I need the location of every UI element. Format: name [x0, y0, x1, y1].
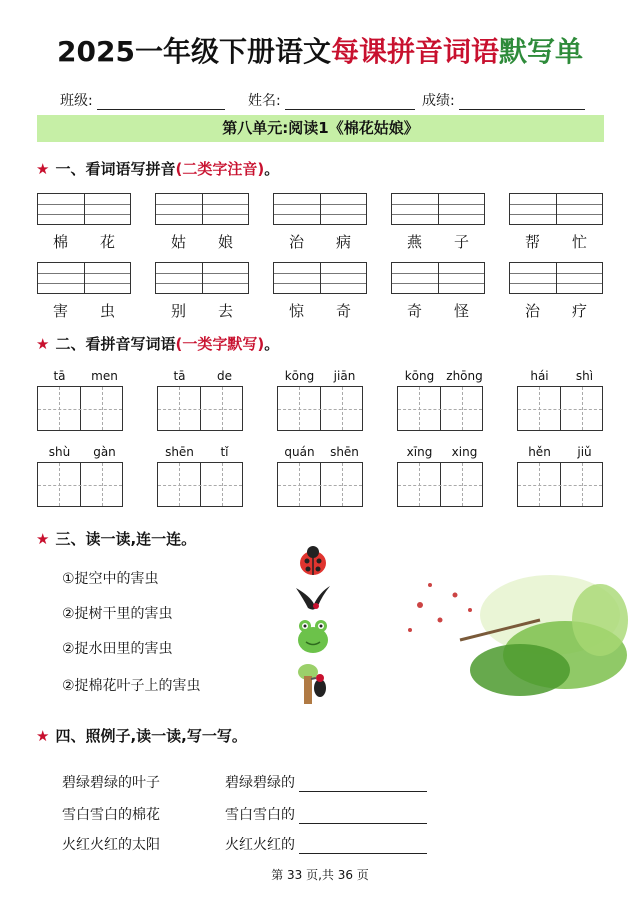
- pinyin-box[interactable]: [37, 193, 131, 225]
- example-right: [225, 804, 427, 824]
- section1-heading: [36, 158, 279, 179]
- tianzige-grid[interactable]: [517, 386, 603, 431]
- pinyin-syllable: tǐ: [220, 445, 229, 459]
- section3-heading: [36, 528, 196, 549]
- word-char: 惊: [288, 302, 304, 320]
- page-footer: 第 33 页,共 36 页: [271, 868, 369, 882]
- score-field[interactable]: [459, 93, 585, 110]
- word-char: 去: [217, 302, 233, 320]
- pinyin-syllable: de: [217, 369, 232, 383]
- word-char: 花: [99, 233, 115, 251]
- word-char: 怪: [453, 302, 469, 320]
- section1-title: 一、看词语写拼音: [55, 160, 176, 178]
- example-prompt: 火红火红的: [225, 837, 295, 853]
- pinyin-syllable: zhōng: [446, 369, 483, 383]
- word-char: 疗: [571, 302, 587, 320]
- match-item: ①捉空中的害虫: [62, 571, 159, 587]
- star-icon: ★: [36, 160, 50, 178]
- pinyin-box[interactable]: [273, 193, 367, 225]
- match-item: ②捉水田里的害虫: [62, 641, 173, 657]
- pinyin-syllable: hěn: [528, 445, 551, 459]
- section1-note: (二类字注音): [175, 160, 265, 178]
- tianzige-grid[interactable]: [397, 386, 483, 431]
- section2-title: 二、看拼音写词语: [55, 335, 176, 353]
- section3-title: 三、读一读,连一连。: [55, 530, 197, 548]
- pinyin-syllable: hái: [530, 369, 549, 383]
- ladybug-icon[interactable]: [296, 544, 330, 578]
- pinyin-syllable: quán: [284, 445, 315, 459]
- title-part1: 2025一年级下册语文: [57, 35, 331, 68]
- pinyin-syllable: jiān: [333, 369, 356, 383]
- word-char: 棉: [52, 233, 68, 251]
- pinyin-syllable: men: [91, 369, 118, 383]
- pinyin-box[interactable]: [391, 262, 485, 294]
- word-char: 病: [335, 233, 351, 251]
- word-char: 害: [52, 302, 68, 320]
- section2-end: 。: [264, 335, 280, 353]
- word-char: 娘: [217, 233, 233, 251]
- score-label: 成绩:: [422, 93, 455, 109]
- word-char: 治: [524, 302, 540, 320]
- tianzige-grid[interactable]: [517, 462, 603, 507]
- tianzige-grid[interactable]: [37, 462, 123, 507]
- section1-end: 。: [264, 160, 280, 178]
- example-left: 碧绿碧绿的叶子: [62, 775, 160, 791]
- name-field[interactable]: [285, 93, 415, 110]
- word-char: 帮: [524, 233, 540, 251]
- word-char: 燕: [406, 233, 422, 251]
- match-item: ②捉树干里的害虫: [62, 606, 173, 622]
- cotton-leaf-illustration: [400, 560, 630, 710]
- swallow-icon[interactable]: [294, 582, 332, 614]
- unit-banner: 第八单元:阅读1《棉花姑娘》: [37, 115, 604, 142]
- class-label: 班级:: [60, 93, 93, 109]
- example-right: [225, 834, 427, 854]
- match-item: ②捉棉花叶子上的害虫: [62, 678, 201, 694]
- pinyin-syllable: tā: [173, 369, 186, 383]
- word-char: 别: [170, 302, 186, 320]
- pinyin-box[interactable]: [509, 193, 603, 225]
- example-right: [225, 772, 427, 792]
- section4-title: 四、照例子,读一读,写一写。: [55, 727, 247, 745]
- word-char: 治: [288, 233, 304, 251]
- pinyin-box[interactable]: [509, 262, 603, 294]
- pinyin-box[interactable]: [391, 193, 485, 225]
- pinyin-syllable: kōng: [284, 369, 315, 383]
- pinyin-syllable: jiǔ: [577, 445, 592, 459]
- section2-note: (一类字默写): [175, 335, 265, 353]
- name-label: 姓名:: [248, 93, 281, 109]
- answer-line[interactable]: [299, 777, 427, 792]
- woodpecker-tree-icon[interactable]: [294, 662, 332, 706]
- example-left: 火红火红的太阳: [62, 837, 160, 853]
- word-char: 奇: [406, 302, 422, 320]
- pinyin-syllable: xing: [451, 445, 478, 459]
- pinyin-syllable: shēn: [165, 445, 194, 459]
- page-title: [0, 30, 640, 70]
- answer-line[interactable]: [299, 809, 427, 824]
- star-icon: ★: [36, 530, 50, 548]
- pinyin-box[interactable]: [273, 262, 367, 294]
- tianzige-grid[interactable]: [157, 386, 243, 431]
- title-part3: 默写单: [498, 35, 583, 68]
- frog-icon[interactable]: [294, 616, 332, 656]
- pinyin-syllable: tā: [53, 369, 66, 383]
- title-part2: 每课拼音词语: [330, 35, 499, 68]
- section2-heading: [36, 333, 279, 354]
- word-char: 虫: [99, 302, 115, 320]
- pinyin-box[interactable]: [37, 262, 131, 294]
- answer-line[interactable]: [299, 839, 427, 854]
- tianzige-grid[interactable]: [157, 462, 243, 507]
- word-char: 忙: [571, 233, 587, 251]
- tianzige-grid[interactable]: [277, 462, 363, 507]
- word-char: 子: [453, 233, 469, 251]
- pinyin-syllable: kōng: [404, 369, 435, 383]
- pinyin-syllable: gàn: [93, 445, 116, 459]
- pinyin-syllable: xīng: [406, 445, 433, 459]
- star-icon: ★: [36, 727, 50, 745]
- tianzige-grid[interactable]: [397, 462, 483, 507]
- pinyin-box[interactable]: [155, 193, 249, 225]
- example-prompt: 雪白雪白的: [225, 807, 295, 823]
- word-char: 奇: [335, 302, 351, 320]
- pinyin-syllable: shì: [575, 369, 594, 383]
- tianzige-grid[interactable]: [37, 386, 123, 431]
- class-field[interactable]: [97, 93, 225, 110]
- pinyin-syllable: shù: [48, 445, 71, 459]
- pinyin-box[interactable]: [155, 262, 249, 294]
- star-icon: ★: [36, 335, 50, 353]
- tianzige-grid[interactable]: [277, 386, 363, 431]
- example-prompt: 碧绿碧绿的: [225, 775, 295, 791]
- pinyin-syllable: shēn: [330, 445, 359, 459]
- example-left: 雪白雪白的棉花: [62, 807, 160, 823]
- word-char: 姑: [170, 233, 186, 251]
- section4-heading: [36, 725, 247, 746]
